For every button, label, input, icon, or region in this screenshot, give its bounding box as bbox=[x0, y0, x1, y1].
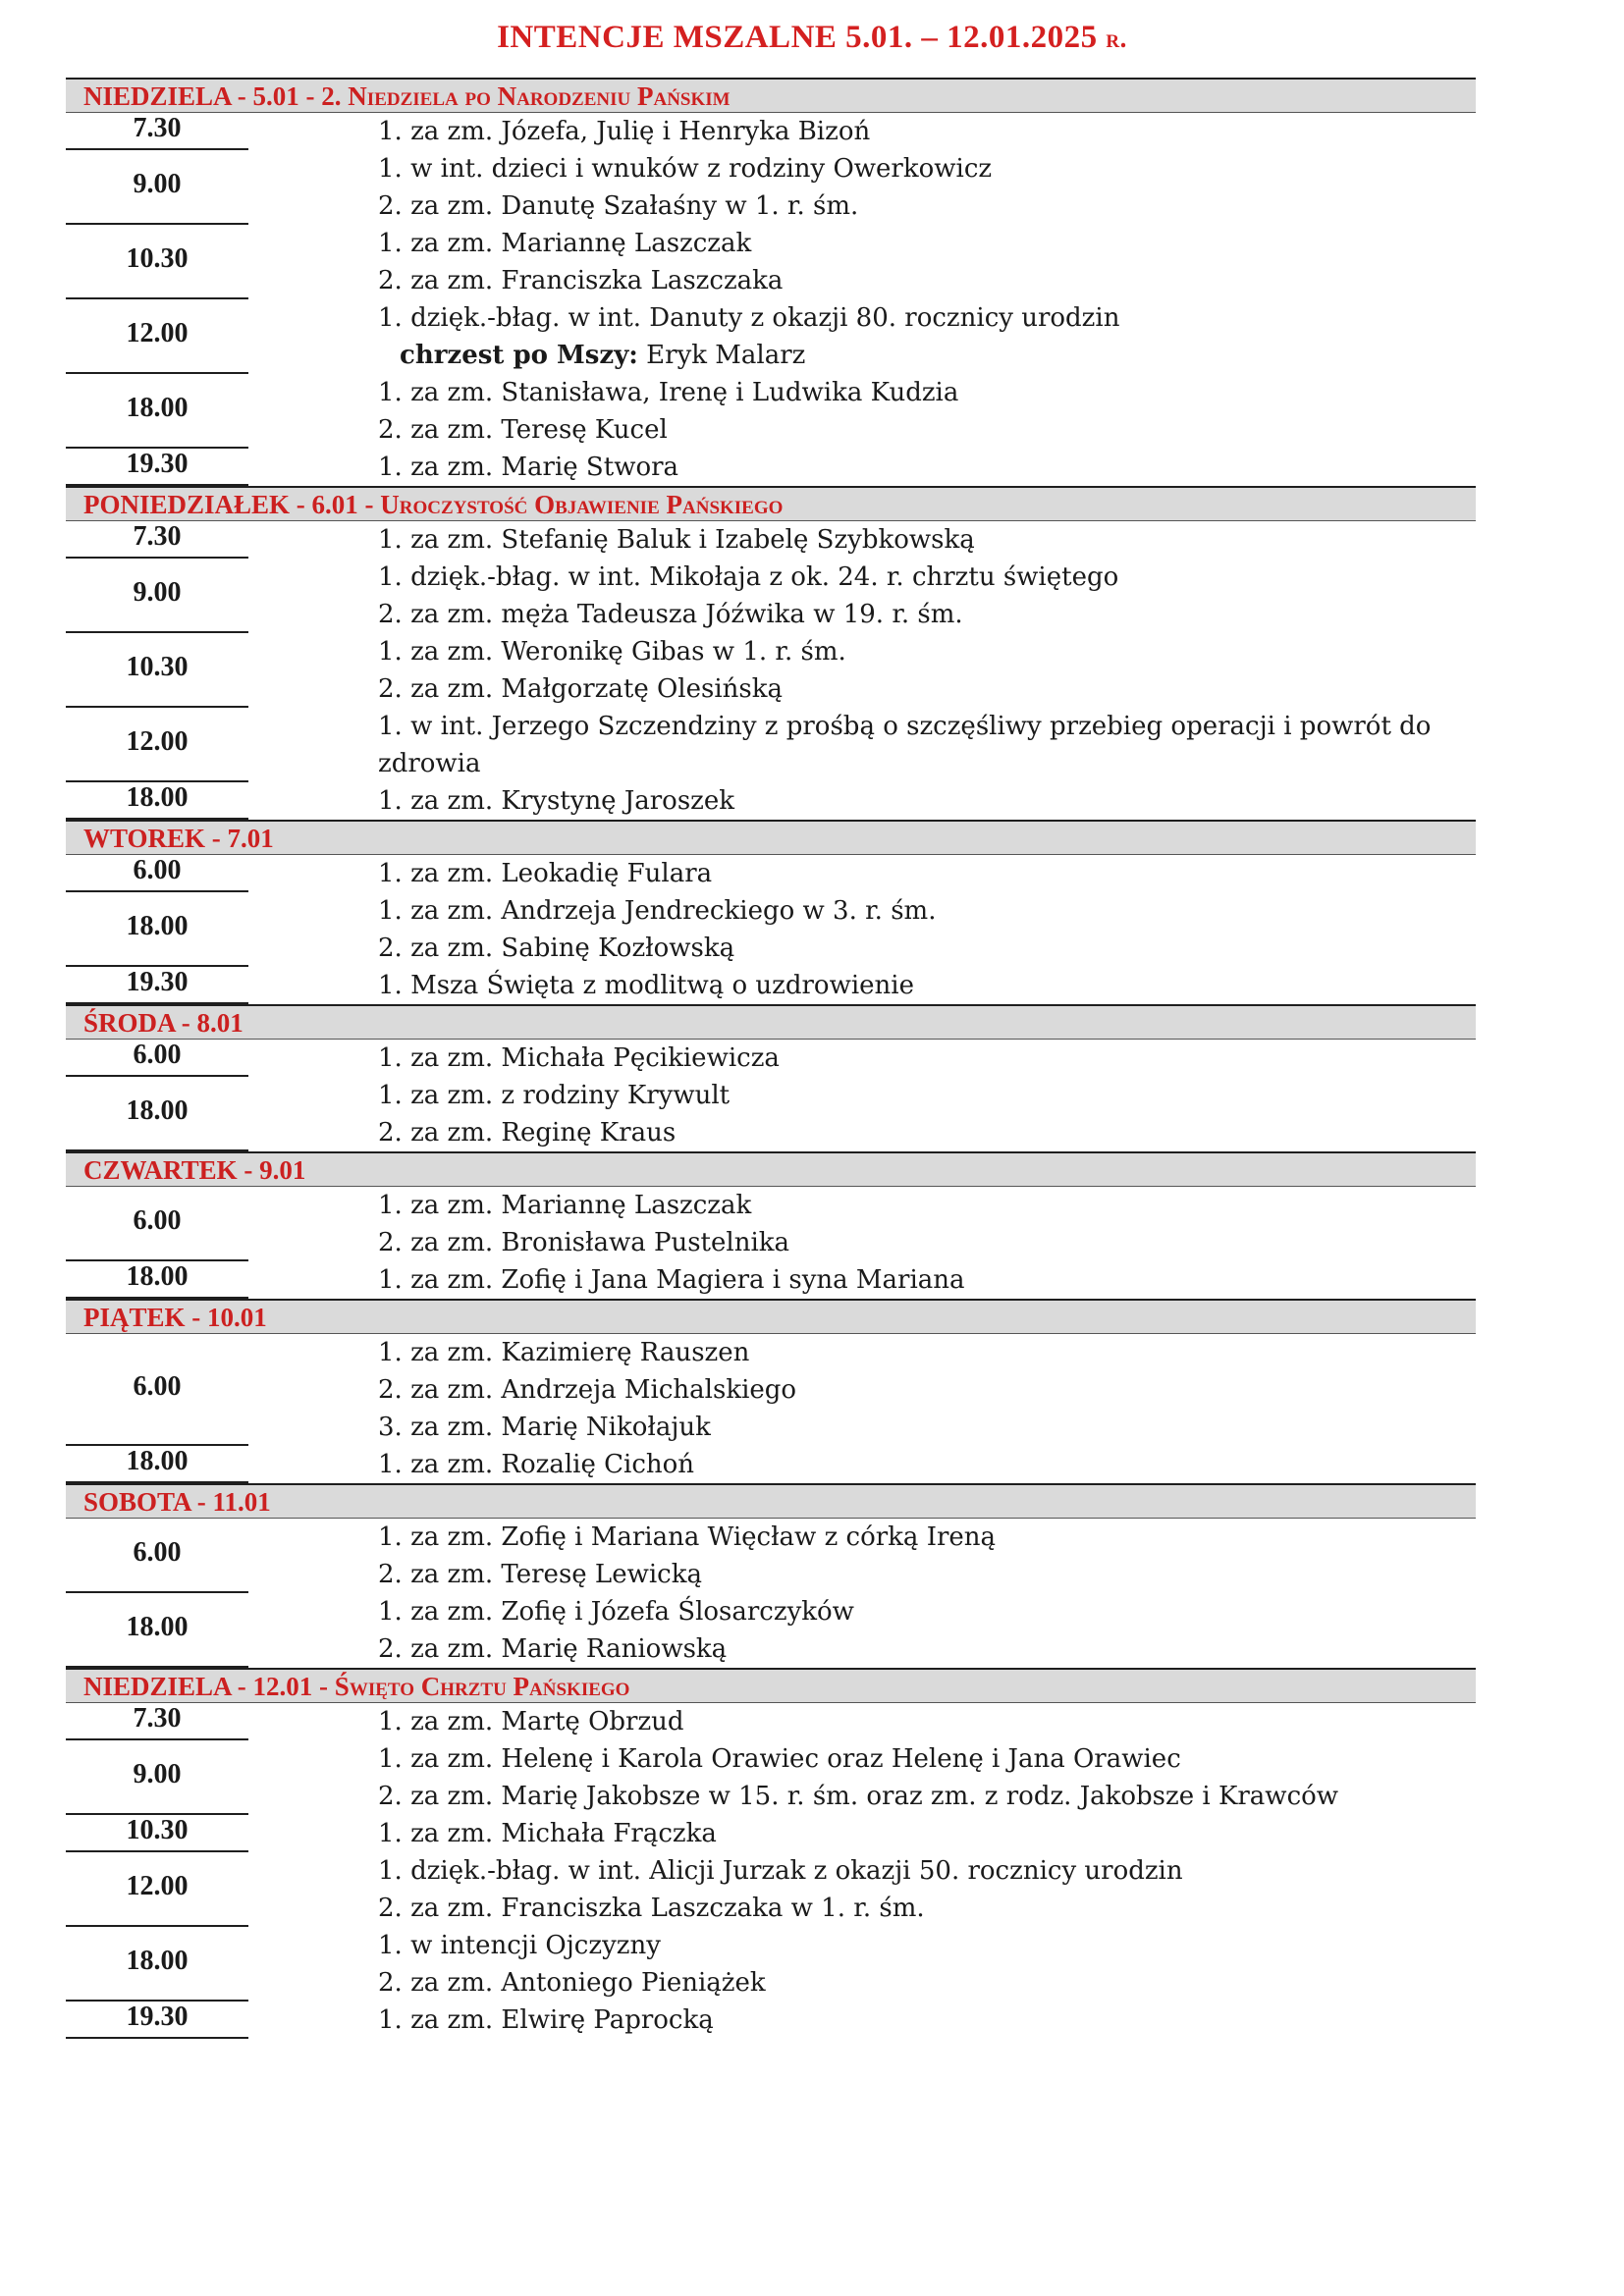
mass-slot bbox=[66, 559, 1476, 633]
baptism-label: chrzest po Mszy: bbox=[400, 341, 638, 370]
mass-slot bbox=[66, 1815, 1476, 1852]
day-name: WTOREK - 7.01 bbox=[83, 824, 274, 853]
mass-time: 18.00 bbox=[66, 1593, 248, 1668]
mass-slot bbox=[66, 1852, 1476, 1927]
intention-line: 2. za zm. Marię Raniowską bbox=[378, 1634, 728, 1664]
mass-time: 18.00 bbox=[66, 1446, 248, 1483]
intention-list bbox=[248, 892, 1476, 967]
mass-time: 19.30 bbox=[66, 967, 248, 1004]
day-header bbox=[66, 78, 1476, 113]
intention-line: 1. za zm. Andrzeja Jendreckiego w 3. r. śm. bbox=[378, 896, 937, 926]
intention-line: 1. za zm. z rodziny Krywult bbox=[378, 1081, 731, 1110]
mass-slot bbox=[66, 1446, 1476, 1483]
mass-slot bbox=[66, 1703, 1476, 1740]
intention-line: 3. za zm. Marię Nikołajuk bbox=[378, 1413, 711, 1442]
mass-slot bbox=[66, 1077, 1476, 1151]
day-name: CZWARTEK - 9.01 bbox=[83, 1155, 306, 1185]
mass-slot bbox=[66, 1334, 1476, 1446]
intention-line: 2. za zm. Teresę Lewicką bbox=[378, 1560, 702, 1589]
intention-line: 1. za zm. Elwirę Paprocką bbox=[378, 2005, 714, 2035]
intention-line: 2. za zm. Danutę Szałaśny w 1. r. śm. bbox=[378, 191, 859, 221]
intention-line: 1. za zm. Kazimierę Rauszen bbox=[378, 1338, 750, 1367]
intention-list bbox=[248, 1852, 1476, 1927]
day-header bbox=[66, 1483, 1476, 1519]
mass-time: 18.00 bbox=[66, 1077, 248, 1151]
intention-line: 1. w int. dzieci i wnuków z rodziny Owerkowicz bbox=[378, 154, 993, 184]
mass-slot bbox=[66, 449, 1476, 486]
day-header bbox=[66, 486, 1476, 521]
intention-list bbox=[248, 1519, 1476, 1593]
mass-time: 7.30 bbox=[66, 113, 248, 150]
mass-time: 10.30 bbox=[66, 225, 248, 299]
day-header bbox=[66, 1004, 1476, 1040]
day-name: NIEDZIELA - 5.01 - bbox=[83, 81, 322, 111]
mass-time: 7.30 bbox=[66, 1703, 248, 1740]
day-name: ŚRODA - 8.01 bbox=[83, 1008, 244, 1038]
intention-list bbox=[248, 1334, 1476, 1446]
intention-list bbox=[248, 1815, 1476, 1852]
intention-line: 2. za zm. Marię Jakobsze w 15. r. śm. oraz zm. z rodz. Jakobsze i Krawców bbox=[378, 1782, 1339, 1811]
title-suffix: r. bbox=[1106, 24, 1127, 53]
intention-line: 2. za zm. Teresę Kucel bbox=[378, 415, 668, 445]
intention-line: 2. za zm. Antoniego Pieniążek bbox=[378, 1968, 766, 1998]
day-name: PONIEDZIAŁEK - 6.01 - bbox=[83, 490, 381, 519]
mass-time: 6.00 bbox=[66, 1040, 248, 1077]
mass-slot bbox=[66, 374, 1476, 449]
day-name: SOBOTA - 11.01 bbox=[83, 1487, 271, 1517]
intention-line: 1. za zm. Rozalię Cichoń bbox=[378, 1450, 695, 1479]
mass-slot bbox=[66, 1927, 1476, 2002]
intention-list bbox=[248, 449, 1476, 486]
day-header bbox=[66, 1299, 1476, 1334]
mass-time: 18.00 bbox=[66, 892, 248, 967]
mass-slot bbox=[66, 299, 1476, 374]
mass-time: 18.00 bbox=[66, 1261, 248, 1299]
intention-list bbox=[248, 1040, 1476, 1077]
intention-line: 1. za zm. Mariannę Laszczak bbox=[378, 229, 752, 258]
intention-list bbox=[248, 1927, 1476, 2002]
intention-line: 2. za zm. Bronisława Pustelnika bbox=[378, 1228, 790, 1257]
day-header bbox=[66, 1151, 1476, 1187]
intention-line: 2. za zm. Małgorzatę Olesińską bbox=[378, 674, 784, 704]
intention-line: 1. za zm. Leokadię Fulara bbox=[378, 859, 713, 888]
intention-line: 1. za zm. Krystynę Jaroszek bbox=[378, 786, 735, 816]
mass-slot bbox=[66, 113, 1476, 150]
intention-line: 1. za zm. Martę Obrzud bbox=[378, 1707, 684, 1736]
intention-list bbox=[248, 521, 1476, 559]
day-header bbox=[66, 820, 1476, 855]
intention-list bbox=[248, 1446, 1476, 1483]
mass-slot bbox=[66, 1519, 1476, 1593]
mass-slot bbox=[66, 855, 1476, 892]
intention-line: 1. za zm. Stefanię Baluk i Izabelę Szybkowską bbox=[378, 525, 975, 555]
mass-slot bbox=[66, 150, 1476, 225]
feast-name: 2. Niedziela po Narodzeniu Pańskim bbox=[321, 81, 731, 111]
mass-time: 6.00 bbox=[66, 855, 248, 892]
intention-line: zdrowia bbox=[378, 749, 481, 778]
mass-time: 6.00 bbox=[66, 1519, 248, 1593]
intention-list bbox=[248, 633, 1476, 708]
intention-line: 2. za zm. Franciszka Laszczaka bbox=[378, 266, 784, 295]
intention-list bbox=[248, 2002, 1476, 2039]
intention-list bbox=[248, 225, 1476, 299]
intention-line: 1. w int. Jerzego Szczendziny z prośbą o szczęśliwy przebieg operacji i powrót do bbox=[378, 712, 1432, 741]
intention-list bbox=[248, 1703, 1476, 1740]
mass-slot bbox=[66, 1593, 1476, 1668]
intention-line: 2. za zm. Reginę Kraus bbox=[378, 1118, 677, 1148]
intention-list bbox=[248, 855, 1476, 892]
mass-time: 18.00 bbox=[66, 1927, 248, 2002]
mass-time: 7.30 bbox=[66, 521, 248, 559]
intention-list bbox=[248, 1261, 1476, 1299]
mass-time: 18.00 bbox=[66, 374, 248, 449]
intention-line: 1. za zm. Józefa, Julię i Henryka Bizoń bbox=[378, 117, 871, 146]
intention-line: 1. za zm. Stanisława, Irenę i Ludwika Kudzia bbox=[378, 378, 959, 407]
intention-line: 1. Msza Święta z modlitwą o uzdrowienie bbox=[378, 971, 914, 1000]
mass-slot bbox=[66, 967, 1476, 1004]
intention-line: 1. za zm. Michała Pęcikiewicza bbox=[378, 1043, 780, 1073]
mass-slot bbox=[66, 1261, 1476, 1299]
mass-slot bbox=[66, 892, 1476, 967]
intention-list bbox=[248, 708, 1476, 782]
title-text: INTENCJE MSZALNE 5.01. – 12.01.2025 bbox=[497, 20, 1098, 55]
baptism-note bbox=[378, 337, 1476, 374]
intention-line: 1. dzięk.-błag. w int. Danuty z okazji 80. rocznicy urodzin bbox=[378, 303, 1120, 333]
intention-line: 1. dzięk.-błag. w int. Alicji Jurzak z okazji 50. rocznicy urodzin bbox=[378, 1856, 1183, 1886]
mass-time: 9.00 bbox=[66, 1740, 248, 1815]
page-title bbox=[0, 20, 1624, 56]
mass-slot bbox=[66, 633, 1476, 708]
intention-line: 1. za zm. Mariannę Laszczak bbox=[378, 1191, 752, 1220]
intention-line: 1. za zm. Michała Frączka bbox=[378, 1819, 717, 1848]
intention-line: 2. za zm. Andrzeja Michalskiego bbox=[378, 1375, 797, 1405]
mass-time: 18.00 bbox=[66, 782, 248, 820]
intention-line: 1. dzięk.-błag. w int. Mikołaja z ok. 24. r. chrztu świętego bbox=[378, 562, 1119, 592]
intention-list bbox=[248, 1593, 1476, 1668]
mass-time: 12.00 bbox=[66, 1852, 248, 1927]
intention-list bbox=[248, 559, 1476, 633]
intention-line: 1. za zm. Helenę i Karola Orawiec oraz Helenę i Jana Orawiec bbox=[378, 1744, 1181, 1774]
intention-list bbox=[248, 967, 1476, 1004]
intention-line: 1. za zm. Marię Stwora bbox=[378, 453, 679, 482]
mass-time: 9.00 bbox=[66, 559, 248, 633]
intention-line: 2. za zm. Sabinę Kozłowską bbox=[378, 934, 735, 963]
intention-list bbox=[248, 150, 1476, 225]
mass-slot bbox=[66, 521, 1476, 559]
mass-slot bbox=[66, 1040, 1476, 1077]
mass-slot bbox=[66, 1740, 1476, 1815]
mass-slot bbox=[66, 708, 1476, 782]
mass-time: 9.00 bbox=[66, 150, 248, 225]
mass-time: 10.30 bbox=[66, 1815, 248, 1852]
mass-time: 12.00 bbox=[66, 299, 248, 374]
intention-line: 1. za zm. Zofię i Mariana Więcław z córką Ireną bbox=[378, 1522, 997, 1552]
mass-time: 19.30 bbox=[66, 2002, 248, 2039]
intention-list bbox=[248, 1187, 1476, 1261]
intention-line: 1. za zm. Weronikę Gibas w 1. r. śm. bbox=[378, 637, 846, 667]
baptism-name: Eryk Malarz bbox=[637, 341, 806, 370]
intention-line: 1. za zm. Zofię i Józefa Ślosarczyków bbox=[378, 1597, 854, 1627]
intention-list bbox=[248, 1740, 1476, 1815]
feast-name: Święto Chrztu Pańskiego bbox=[334, 1672, 630, 1701]
mass-time: 6.00 bbox=[66, 1187, 248, 1261]
day-name: PIĄTEK - 10.01 bbox=[83, 1303, 267, 1332]
intention-line: 1. w intencji Ojczyzny bbox=[378, 1931, 661, 1960]
intention-list bbox=[248, 113, 1476, 150]
mass-slot bbox=[66, 225, 1476, 299]
day-name: NIEDZIELA - 12.01 - bbox=[83, 1672, 335, 1701]
intention-list bbox=[248, 1077, 1476, 1151]
intention-line: 1. za zm. Zofię i Jana Magiera i syna Mariana bbox=[378, 1265, 965, 1295]
intention-list bbox=[248, 299, 1476, 374]
mass-slot bbox=[66, 1187, 1476, 1261]
intention-line: 2. za zm. męża Tadeusza Jóźwika w 19. r. śm. bbox=[378, 600, 963, 629]
mass-slot bbox=[66, 2002, 1476, 2039]
mass-time: 12.00 bbox=[66, 708, 248, 782]
intention-line: 2. za zm. Franciszka Laszczaka w 1. r. śm. bbox=[378, 1894, 925, 1923]
day-header bbox=[66, 1668, 1476, 1703]
intention-list bbox=[248, 374, 1476, 449]
mass-time: 6.00 bbox=[66, 1334, 248, 1446]
feast-name: Uroczystość Objawienie Pańskiego bbox=[380, 490, 784, 519]
mass-slot bbox=[66, 782, 1476, 820]
mass-schedule bbox=[66, 78, 1476, 2039]
mass-time: 19.30 bbox=[66, 449, 248, 486]
intention-list bbox=[248, 782, 1476, 820]
mass-time: 10.30 bbox=[66, 633, 248, 708]
